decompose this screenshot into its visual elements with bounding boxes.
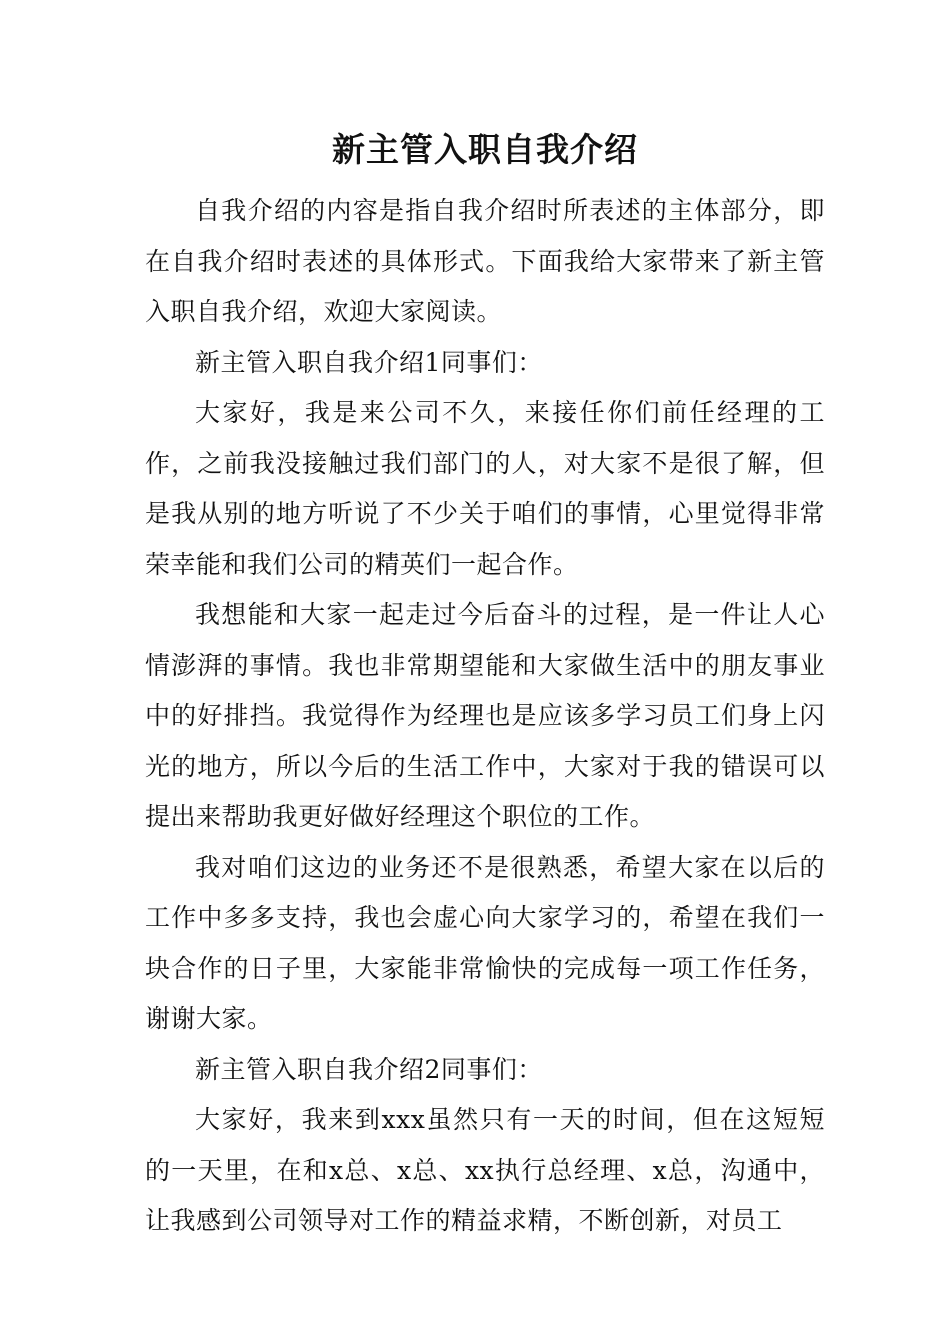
paragraph-intro: 自我介绍的内容是指自我介绍时所表述的主体部分，即在自我介绍时表述的具体形式。下面我给大家带来了新主管入职自我介绍，欢迎大家阅读。 [145,196,825,326]
document-body [145,120,825,1247]
paragraph-section-1-body-1: 大家好，我是来公司不久，来接任你们前任经理的工作，之前我没接触过我们部门的人，对大家不是很了解，但是我从别的地方听说了不少关于咱们的事情，心里觉得非常荣幸能和我们公司的精英们一起合作。 [145,398,825,579]
document-title: 新主管入职自我介绍 [332,130,638,169]
paragraph-section-1-body-3: 我对咱们这边的业务还不是很熟悉，希望大家在以后的工作中多多支持，我也会虚心向大家学习的，希望在我们一块合作的日子里，大家能非常愉快的完成每一项工作任务，谢谢大家。 [145,852,825,1033]
paragraph-section-1-body-2: 我想能和大家一起走过今后奋斗的过程，是一件让人心情澎湃的事情。我也非常期望能和大家做生活中的朋友事业中的好排挡。我觉得作为经理也是应该多学习员工们身上闪光的地方，所以今后的生活工作中，大家对于我的错误可以提出来帮助我更好做好经理这个职位的工作。 [145,600,825,831]
paragraph-section-2-heading: 新主管入职自我介绍2同事们： [195,1054,543,1084]
paragraph-section-2-body-1: 大家好，我来到xxx虽然只有一天的时间，但在这短短的一天里，在和x总、x总、xx执行总经理、x总，沟通中，让我感到公司领导对工作的精益求精，不断创新，对员工 [145,1105,825,1235]
paragraph-section-1-heading: 新主管入职自我介绍1同事们： [195,347,543,377]
